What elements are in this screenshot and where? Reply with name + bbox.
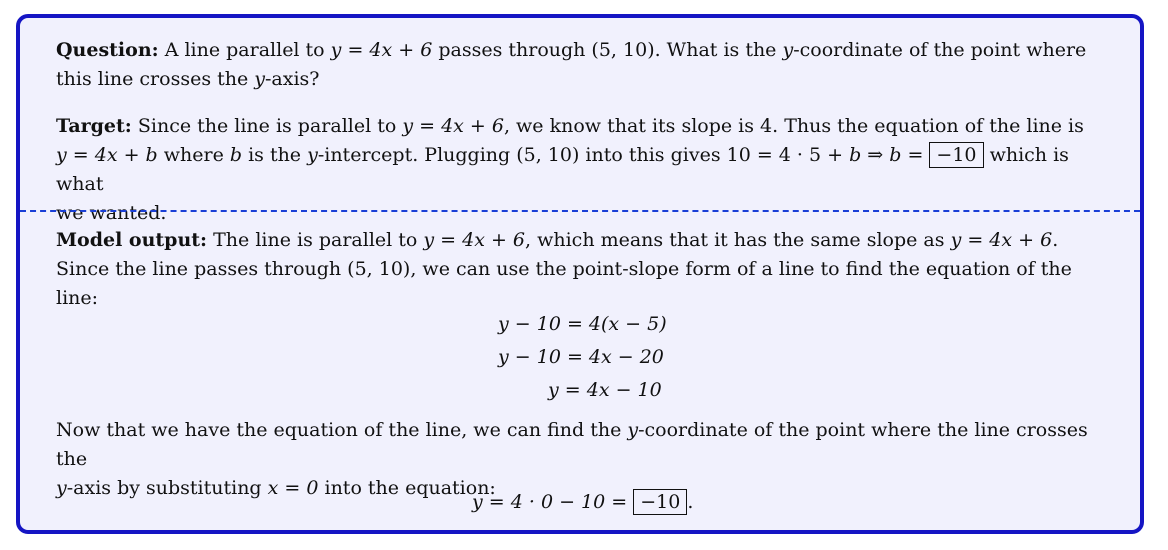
text: = bbox=[901, 144, 930, 166]
math: y bbox=[627, 419, 639, 441]
equation-3: y = 4x − 10 bbox=[548, 379, 662, 401]
text: -coordinate of the point where the line crosses the bbox=[56, 419, 1088, 470]
boxed-answer: −10 bbox=[929, 142, 983, 168]
question-line-1 bbox=[56, 36, 1116, 65]
math: y = 4x + b bbox=[56, 144, 158, 166]
model-p2-line-1 bbox=[56, 416, 1116, 474]
math: y = 4x + 6 bbox=[950, 229, 1053, 251]
text: The line is parallel to bbox=[213, 229, 424, 251]
math: b bbox=[229, 144, 243, 166]
math: y bbox=[56, 477, 67, 499]
target-line-2 bbox=[56, 141, 1116, 199]
final-equation bbox=[56, 488, 1116, 522]
math: b bbox=[889, 144, 902, 166]
model-output-label: Model output: bbox=[56, 229, 208, 251]
model-line-2: Since the line passes through (5, 10), we can use the point-slope form of a line to find the equation of the line: bbox=[56, 258, 1072, 309]
math: y = 4x + 6 bbox=[402, 115, 504, 137]
final-equation-line bbox=[472, 488, 693, 517]
text: -coordinate of the point where bbox=[793, 39, 1087, 61]
text: this line crosses the bbox=[56, 68, 255, 90]
math: b bbox=[849, 144, 862, 166]
math: y = 4x + 6 bbox=[423, 229, 526, 251]
text: where bbox=[157, 144, 230, 166]
text: A line parallel to bbox=[164, 39, 331, 61]
text: into the equation: bbox=[318, 477, 496, 499]
text: . bbox=[687, 491, 694, 513]
equation-block bbox=[56, 310, 1116, 410]
math: x = 0 bbox=[267, 477, 319, 499]
question-line-2 bbox=[56, 65, 1116, 94]
question-label: Question: bbox=[56, 39, 159, 61]
text: -axis? bbox=[265, 68, 320, 90]
text: Since the line is parallel to bbox=[137, 115, 403, 137]
content-card bbox=[16, 14, 1144, 534]
equation-1: y − 10 = 4(x − 5) bbox=[498, 313, 667, 335]
target-line-3: we wanted. bbox=[56, 202, 167, 224]
math: y = 4 · 0 − 10 = bbox=[472, 491, 634, 513]
text: passes through (5, 10). What is the bbox=[432, 39, 783, 61]
math: y bbox=[782, 39, 794, 61]
target-label: Target: bbox=[56, 115, 132, 137]
target-line-1 bbox=[56, 112, 1116, 141]
equation-2: y − 10 = 4x − 20 bbox=[498, 346, 664, 368]
text: , we know that its slope is 4. Thus the equation of the line is bbox=[503, 115, 1084, 137]
question-section bbox=[56, 36, 1116, 94]
text: , which means that it has the same slope as bbox=[525, 229, 951, 251]
text: Now that we have the equation of the line, we can find the bbox=[56, 419, 628, 441]
dashed-divider bbox=[20, 210, 1140, 212]
model-line-1 bbox=[56, 226, 1116, 255]
boxed-answer: −10 bbox=[633, 489, 687, 515]
text: which is what bbox=[56, 144, 1069, 195]
text: . bbox=[1052, 229, 1059, 251]
text: -intercept. Plugging (5, 10) into this gives 10 = 4 · 5 + bbox=[317, 144, 850, 166]
model-output-section bbox=[56, 226, 1116, 513]
text: -axis by substituting bbox=[66, 477, 268, 499]
math: y bbox=[254, 68, 266, 90]
math: y bbox=[307, 144, 318, 166]
text: ⇒ bbox=[861, 144, 890, 166]
text: is the bbox=[242, 144, 308, 166]
math: y = 4x + 6 bbox=[330, 39, 433, 61]
